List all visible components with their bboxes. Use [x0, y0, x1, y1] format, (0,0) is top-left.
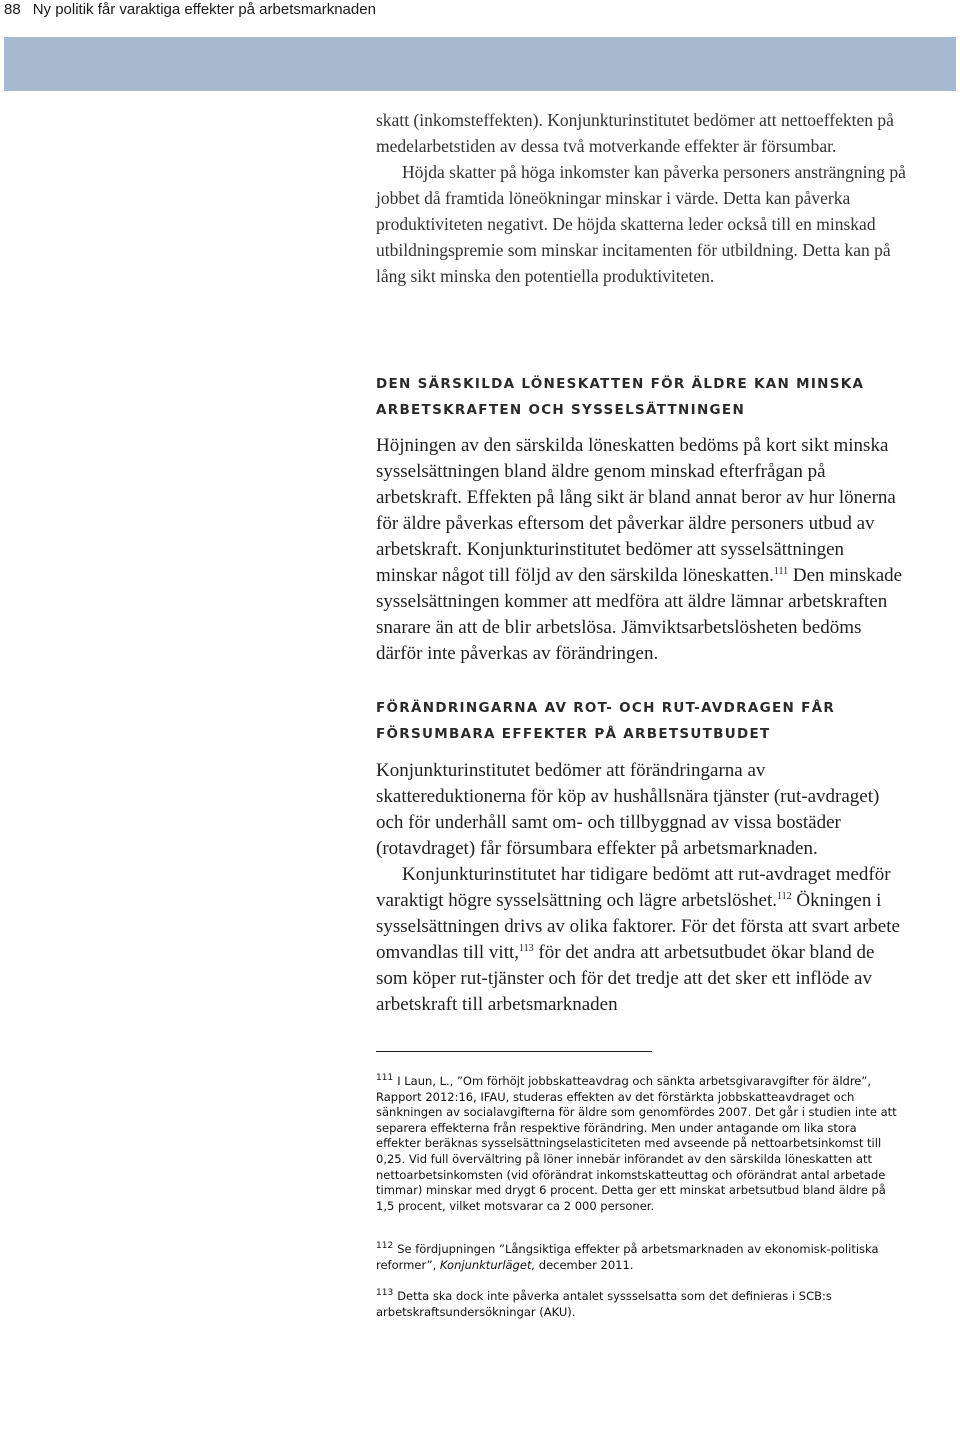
section-body-rot-rut [376, 758, 906, 1018]
paragraph-productivity: Höjda skatter på höga inkomster kan påverka personers ansträngning på jobbet då framtida löneökningar minskar i värde. Detta kan påverka produktiviteten negativt. De höjda skatterna leder också till en minskad utbildningspremie som minskar incitamenten för utbildning. Detta kan på lång sikt minska den potentiella produktiviteten. [376, 162, 906, 286]
section-heading-payroll-tax: DEN SÄRSKILDA LÖNESKATTEN FÖR ÄLDRE KAN MINSKA ARBETSKRAFTEN OCH SYSSELSÄTTNINGEN [376, 376, 865, 418]
running-title: Ny politik får varaktiga effekter på arbetsmarknaden [32, 1, 376, 18]
footnote-separator [376, 1051, 652, 1052]
footnote-ref-112[interactable]: 112 [777, 891, 792, 902]
footnote-text: Detta ska dock inte påverka antalet syssselsatta som det definieras i SCB:s arbetskraftsundersökningar (AKU). [376, 1289, 832, 1319]
footnote-112 [376, 1242, 904, 1273]
section-heading-rot-rut: FÖRÄNDRINGARNA AV ROT- OCH RUT-AVDRAGEN FÅR FÖRSUMBARA EFFEKTER PÅ ARBETSUTBUDET [376, 700, 836, 742]
footnote-ref-113[interactable]: 113 [519, 943, 534, 954]
footnote-number: 112 [376, 1241, 394, 1251]
running-header [4, 0, 956, 20]
footnote-ref-111[interactable]: 111 [773, 566, 789, 577]
publication-title: Konjunkturläget, [439, 1257, 536, 1272]
footnote-text: I Laun, L., ”Om förhöjt jobbskatteavdrag och sänkta arbetsgivaravgifter för äldre”, Rapport 2012:16, IFAU, studeras effekten av det förstärkta jobbskatteavdraget och sänkningen av socialavgifterna för äldre som genomfördes 2007. Det går i studien inte att separera effekterna från respektive förändring. Men under antagande om lika stora effekter beräknas sysselsättningselasticiteten med avseende på nettoarbetsinkomst till 0,25. Vid full övervältring på löner innebär införandet av den särskilda löneskatten att nettoarbetsinkomsten (vid oförändrat inkomstskatteuttag och oförändrat antal arbetade timmar) minskar med drygt 6 procent. Detta ger ett minskat arbetsutbud bland äldre på 1,5 procent, vilket motsvarar ca 2 000 personer. [376, 1074, 897, 1213]
footnote-text: Se fördjupningen ”Långsiktiga effekter på arbetsmarknaden av ekonomisk-politiska reformer”, [376, 1242, 879, 1272]
footnote-113 [376, 1289, 904, 1320]
paragraph-rut-employment: Konjunkturinstitutet har tidigare bedömt att rut-avdraget medför varaktigt högre sysselsättning och lägre arbetslöshet.$^{112}$ Ökningen i sysselsättningen drivs av olika faktorer. För det första att svart arbete omvandlas till vitt,$^{113}$ för det andra att arbetsutbudet ökar bland de som köper rut-tjänster och för det tredje att det sker ett inflöde av arbetskraft till arbetsmarknaden [376, 864, 900, 1015]
paragraph-income-effect: skatt (inkomsteffekten). Konjunkturinstitutet bedömer att nettoeffekten på medelarbetstiden av dessa två motverkande effekter är försumbar. [376, 110, 894, 156]
section-body-payroll-tax [376, 433, 906, 667]
page-number: 88 [4, 1, 21, 18]
paragraph-rot-rut-assessment: Konjunkturinstitutet bedömer att förändringarna av skattereduktionerna för köp av hushållsnära tjänster (rut-avdraget) och för underhåll samt om- och tillbyggnad av vissa bostäder (rotavdraget) får försumbara effekter på arbetsmarknaden. [376, 760, 880, 859]
footnote-111 [376, 1074, 904, 1214]
intro-paragraphs [376, 107, 906, 289]
footnote-number: 111 [376, 1073, 394, 1083]
paragraph-payroll-tax: Höjningen av den särskilda löneskatten bedöms på kort sikt minska sysselsättningen bland äldre genom minskad efterfrågan på arbetskraft. Effekten på lång sikt är bland annat beror av hur lönerna för äldre påverkas eftersom det påverkar äldre personers utbud av arbetskraft. Konjunkturinstitutet bedömer att sysselsättningen minskar något till följd av den särskilda löneskatten.$^{111}$ Den minskade sysselsättningen kommer att medföra att äldre lämnar arbetskraften snarare än att de blir arbetslösa. Jämviktsarbetslösheten bedöms därför inte påverkas av förändringen. [376, 435, 903, 664]
header-band [4, 37, 956, 91]
footnote-number: 113 [376, 1288, 394, 1298]
footnote-text-end: december 2011. [535, 1257, 634, 1272]
